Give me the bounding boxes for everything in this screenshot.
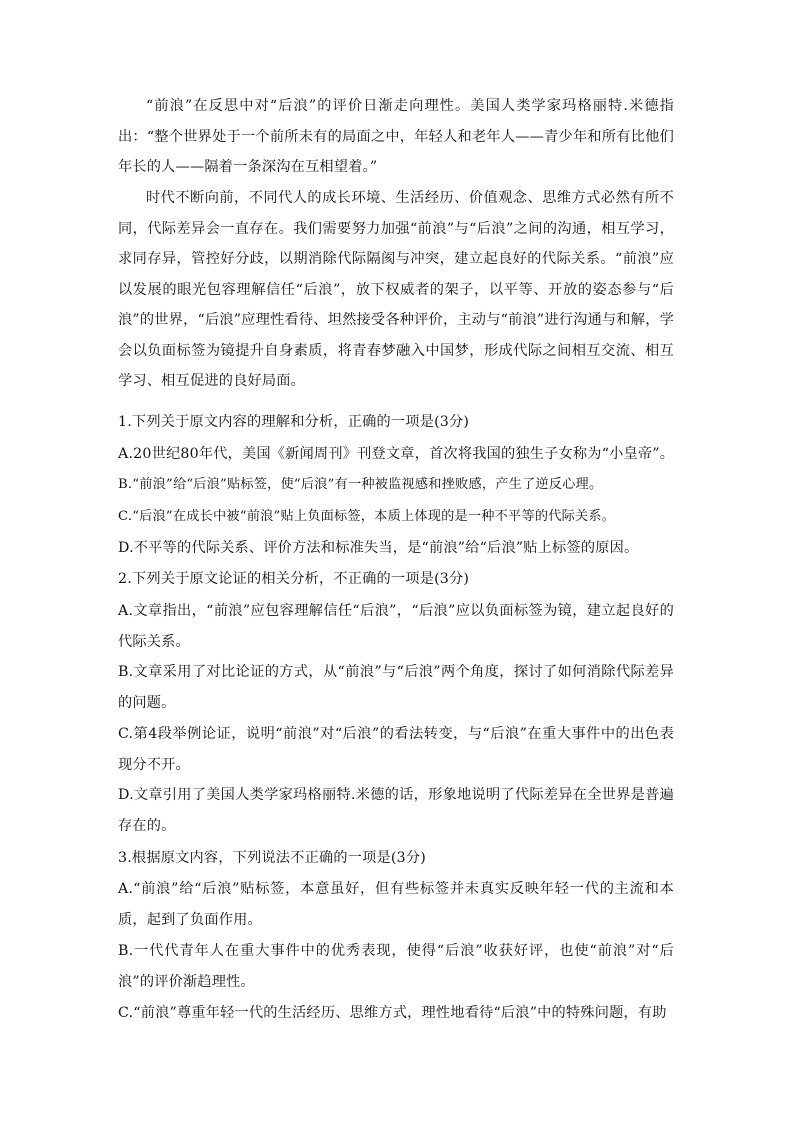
question-3-option-b: B.一代代青年人在重大事件中的优秀表现，使得“后浪”收获好评，也使“前浪”对“后浪”的评价渐趋理性。 (118, 943, 674, 990)
question-1-option-b: B.“前浪”给“后浪”贴标签，使“后浪”有一种被监视感和挫败感，产生了逆反心理。 (118, 477, 603, 492)
question-1-option-c: C.“后浪”在成长中被“前浪”贴上负面标签，本质上体现的是一种不平等的代际关系。 (118, 509, 616, 524)
question-3-option-a: A.“前浪”给“后浪”贴标签，本意虽好，但有些标签并未真实反映年轻一代的主流和本质，起到了负面作用。 (118, 881, 674, 928)
question-1-option-d: D.不平等的代际关系、评价方法和标准失当，是“前浪”给“后浪”贴上标签的原因。 (118, 540, 639, 556)
question-1-option-a: A.20世纪80年代，美国《新闻周刊》刊登文章，首次将我国的独生子女称为“小皇帝”。 (118, 446, 675, 462)
passage-paragraph-2: 时代不断向前，不同代人的成长环境、生活经历、价值观念、思维方式必然有所不同，代际差异会一直存在。我们需要努力加强“前浪”与“后浪”之间的沟通，相互学习，求同存异，管控好分歧，以期消除代际隔阂与冲突，建立起良好的代际关系。“前浪”应以发展的眼光包容理解信任“后浪”，放下权威者的架子，以平等、开放的姿态参与“后浪”的世界，“后浪”应理性看待、坦然接受各种评价，主动与“前浪”进行沟通与和解，学会以负面标签为镜提升自身素质，将青春梦融入中国梦，形成代际之间相互交流、相互学习、相互促进的良好局面。 (118, 190, 674, 389)
question-2-option-b: B.文章采用了对比论证的方式，从“前浪”与“后浪”两个角度，探讨了如何消除代际差异的问题。 (118, 664, 674, 711)
question-3-stem: 3.根据原文内容，下列说法不正确的一项是(3分) (118, 850, 426, 866)
passage-paragraph-1: “前浪”在反思中对“后浪”的评价日渐走向理性。美国人类学家玛格丽特.米德指出：“整个世界处于一个前所未有的局面之中，年轻人和老年人——青少年和所有比他们年长的人——隔着一条深沟在互相望着。” (118, 98, 674, 175)
question-2-option-a: A.文章指出，“前浪”应包容理解信任“后浪”，“后浪”应以负面标签为镜，建立起良好的代际关系。 (118, 603, 674, 650)
question-2-stem: 2.下列关于原文论证的相关分析，不正确的一项是(3分) (118, 571, 470, 587)
question-2-option-c: C.第4段举例论证，说明“前浪”对“后浪”的看法转变，与“后浪”在重大事件中的出色表现分不开。 (118, 726, 674, 773)
question-1-stem: 1.下列关于原文内容的理解和分析，正确的一项是(3分) (118, 414, 470, 430)
question-3-option-c: C.“前浪”尊重年轻一代的生活经历、思维方式，理性地看待“后浪”中的特殊问题，有助 (118, 1005, 667, 1021)
question-2-option-d: D.文章引用了美国人类学家玛格丽特.米德的话，形象地说明了代际差异在全世界是普遍存在的。 (118, 787, 674, 834)
